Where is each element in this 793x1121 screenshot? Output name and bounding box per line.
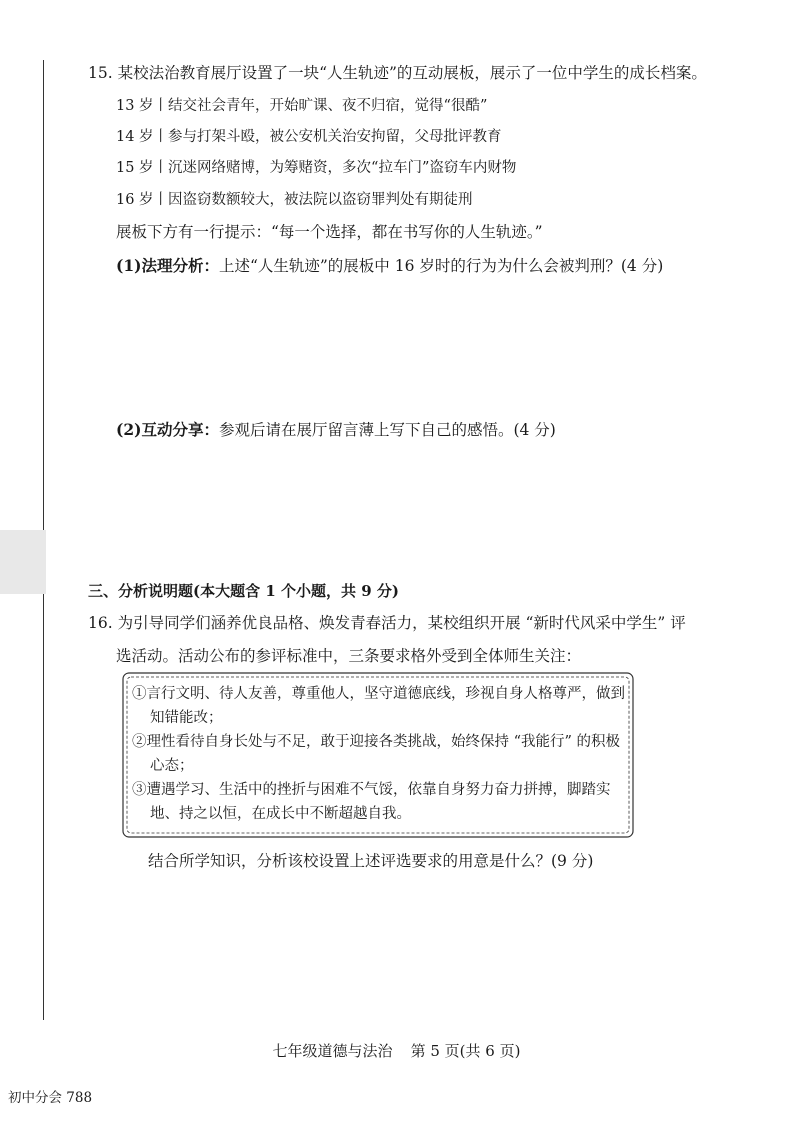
part-1-label: (1)法理分析：: [116, 256, 219, 275]
page-footer: [0, 1041, 793, 1061]
timeline-item: 14 岁丨参与打架斗殴，被公安机关治安拘留，父母批评教育: [116, 129, 502, 145]
section-3-heading: 三、分析说明题(本大题含 1 个小题，共 9 分): [88, 582, 399, 600]
question-16-stem-line-2: 选活动。活动公布的参评标准中，三条要求格外受到全体师生关注：: [116, 647, 582, 665]
footer-subject: 七年级道德与法治: [272, 1042, 393, 1060]
part-1-text: 上述“人生轨迹”的展板中 16 岁时的行为为什么会被判刑？(4 分): [218, 257, 664, 275]
timeline-item: 13 岁丨结交社会青年，开始旷课、夜不归宿，觉得“很酷”: [116, 98, 488, 114]
footer-page-number: 第 5 页(共 6 页): [410, 1042, 521, 1060]
question-16-prompt: 结合所学知识，分析该校设置上述评选要求的用意是什么？(9 分): [148, 852, 594, 870]
timeline-item: 15 岁丨沉迷网络赌博，为筹赌资，多次“拉车门”盗窃车内财物: [116, 160, 517, 176]
part-2-text: 参观后请在展厅留言薄上写下自己的感悟。(4 分): [218, 421, 556, 439]
standard-item: ③遭遇学习、生活中的挫折与困难不气馁，依靠自身努力奋力拼搏，脚踏实地、持之以恒，在成长中不断超越自我。: [132, 782, 611, 822]
corner-watermark: 初中分会 788: [8, 1090, 93, 1106]
question-15-part-2: [116, 420, 556, 440]
timeline-item: 16 岁丨因盗窃数额较大，被法院以盗窃罪判处有期徒刑: [116, 192, 473, 208]
standard-item: ①言行文明、待人友善，尊重他人，坚守道德底线，珍视自身人格尊严，做到知错能改；: [132, 686, 625, 726]
board-hint: 展板下方有一行提示：“每一个选择，都在书写你的人生轨迹。”: [116, 223, 543, 241]
question-15-stem: 15. 某校法治教育展厅设置了一块“人生轨迹”的互动展板，展示了一位中学生的成长档案。: [88, 64, 707, 82]
part-2-label: (2)互动分享：: [116, 420, 219, 439]
scan-shadow: [0, 530, 46, 594]
question-15-part-1: [116, 256, 663, 276]
standard-item: ②理性看待自身长处与不足，敢于迎接各类挑战，始终保持 “我能行” 的积极心态；: [132, 734, 621, 774]
question-16-stem-line-1: 16. 为引导同学们涵养优良品格、焕发青春活力，某校组织开展 “新时代风采中学生” 评: [88, 614, 686, 632]
standards-box: [120, 670, 636, 840]
